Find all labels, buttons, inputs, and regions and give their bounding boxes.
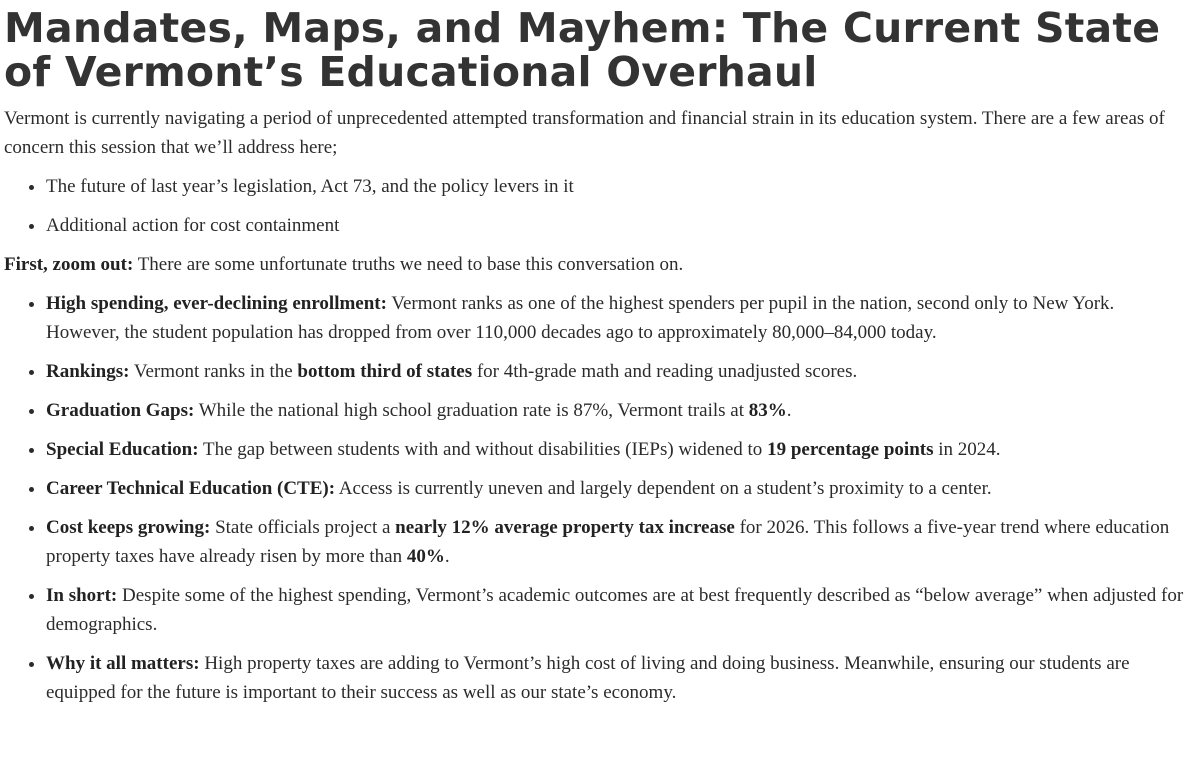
list-item [46,581,1190,639]
intro-paragraph: Vermont is currently navigating a period of unprecedented attempted transformation and financial strain in its education system. There are a few areas of concern this session that we’ll address here; [4,108,1165,158]
item-text: Access is currently uneven and largely dependent on a student’s proximity to a center. [335,478,992,499]
item-text: for 4th-grade math and reading unadjusted scores. [472,361,858,382]
item-text: for 2026. This follows a five-year trend where education property taxes have already risen by more than [46,517,1170,567]
item-label: High spending, ever-declining enrollment: [46,293,387,314]
item-text: While the national high school graduation rate is 87%, Vermont trails at [194,400,749,421]
item-emphasis: nearly 12% average property tax increase [395,517,735,538]
list-item [46,357,1190,386]
item-label: Cost keeps growing: [46,517,211,538]
list-item: • Additional action for cost containment [46,211,1190,240]
list-item [46,513,1190,571]
item-emphasis: bottom third of states [297,361,473,382]
list-item [46,435,1190,464]
item-label: Why it all matters: [46,653,200,674]
item-label: Rankings: [46,361,130,382]
item-emphasis: 19 percentage points [767,439,934,460]
item-label: In short: [46,585,118,606]
item-label: Special Education: [46,439,199,460]
item-emphasis: 40% [406,546,445,567]
zoom-out-text: There are some unfortunate truths we need to base this conversation on. [133,254,684,275]
item-text: State officials project a [210,517,396,538]
list-item [46,396,1190,425]
item-label: Career Technical Education (CTE): [46,478,336,499]
truths-list [4,289,1190,707]
item-text: High property taxes are adding to Vermont’s high cost of living and doing business. Meanwhile, ensuring our students are equipped for the future is important to their success as well as our state’s economy. [46,653,1130,703]
list-item [46,649,1190,707]
zoom-out-paragraph [4,250,1190,279]
item-text: . [786,400,792,421]
article-title: Mandates, Maps, and Mayhem: The Current State of Vermont’s Educational Overhaul [4,4,1161,96]
item-text: Despite some of the highest spending, Vermont’s academic outcomes are at best frequently described as “below average” when adjusted for demographics. [46,585,1184,635]
item-text: Vermont ranks as one of the highest spenders per pupil in the nation, second only to New York. However, the student population has dropped from over 110,000 decades ago to approximately 80,000–84,000 today. [46,293,1115,343]
zoom-out-label: First, zoom out: [4,254,134,275]
item-text: in 2024. [933,439,1001,460]
concerns-list [4,172,1190,240]
list-item [46,474,1190,503]
item-emphasis: 83% [748,400,787,421]
list-item: • The future of last year’s legislation, Act 73, and the policy levers in it [46,172,1190,201]
item-text: . [444,546,450,567]
item-label: Graduation Gaps: [46,400,195,421]
item-text: The gap between students with and without disabilities (IEPs) widened to [198,439,768,460]
list-item [46,289,1190,347]
item-text: Vermont ranks in the [129,361,298,382]
